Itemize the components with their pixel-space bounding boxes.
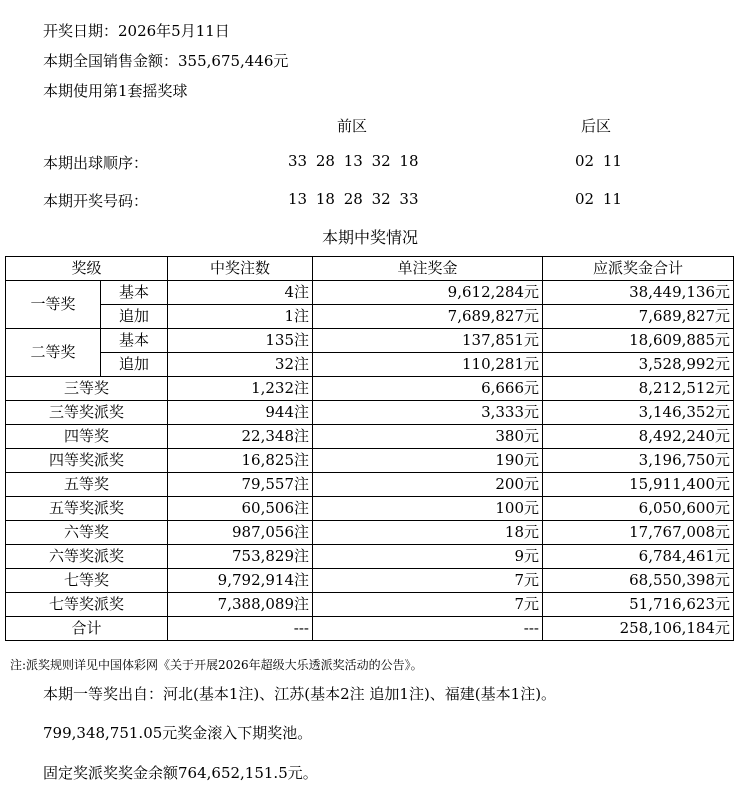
prize-total: 3,196,750元 [543,449,734,473]
table-title: 本期中奖情况 [321,228,418,247]
prize-count: 753,829注 [168,545,313,569]
prize-name: 二等奖 [6,329,101,377]
col-header-each: 单注奖金 [313,257,543,281]
prize-count: 987,056注 [168,521,313,545]
prize-count: 16,825注 [168,449,313,473]
prize-subtype: 追加 [101,305,168,329]
prize-table [5,256,734,641]
prize-each: 7,689,827元 [313,305,543,329]
prize-name: 六等奖 [6,521,168,545]
prize-total: 3,146,352元 [543,401,734,425]
prize-count: 135注 [168,329,313,353]
prize-subtype: 追加 [101,353,168,377]
draw-order-front: 33 28 13 32 18 [288,152,419,170]
prize-total: 18,609,885元 [543,329,734,353]
prize-each: 9,612,284元 [313,281,543,305]
draw-numbers-back: 02 11 [575,190,622,208]
prize-subtype: 基本 [101,281,168,305]
prize-count: 1注 [168,305,313,329]
draw-numbers-front: 13 18 28 32 33 [288,190,419,208]
prize-each: 7元 [313,569,543,593]
table-row [6,353,734,377]
table-row [6,569,734,593]
first-prize-origin: 本期一等奖出自：河北(基本1注)、江苏(基本2注 追加1注)、福建(基本1注)。 [43,685,557,703]
table-row [6,521,734,545]
prize-total: 38,449,136元 [543,281,734,305]
sales-amount: 本期全国销售金额：355,675,446元 [43,52,289,70]
sum-count: --- [168,617,313,641]
prize-count: 944注 [168,401,313,425]
draw-order-label: 本期出球顺序： [43,154,149,172]
fixed-pool-balance: 固定奖派奖奖金余额764,652,151.5元。 [43,764,318,782]
prize-name: 七等奖派奖 [6,593,168,617]
table-row [6,377,734,401]
table-row [6,329,734,353]
prize-name: 三等奖 [6,377,168,401]
prize-count: 7,388,089注 [168,593,313,617]
prize-name: 四等奖 [6,425,168,449]
prize-total: 6,784,461元 [543,545,734,569]
sum-total: 258,106,184元 [543,617,734,641]
table-row [6,449,734,473]
prize-count: 60,506注 [168,497,313,521]
table-row [6,425,734,449]
prize-each: 110,281元 [313,353,543,377]
prize-total: 7,689,827元 [543,305,734,329]
prize-each: 7元 [313,593,543,617]
prize-count: 79,557注 [168,473,313,497]
prize-count: 32注 [168,353,313,377]
prize-count: 22,348注 [168,425,313,449]
draw-numbers-label: 本期开奖号码： [43,192,149,210]
table-row [6,305,734,329]
prize-total: 6,050,600元 [543,497,734,521]
table-row [6,401,734,425]
prize-total: 8,492,240元 [543,425,734,449]
table-row [6,593,734,617]
prize-name: 四等奖派奖 [6,449,168,473]
prize-name: 五等奖 [6,473,168,497]
prize-each: 137,851元 [313,329,543,353]
front-zone-header: 前区 [337,117,368,135]
prize-name: 三等奖派奖 [6,401,168,425]
prize-total: 51,716,623元 [543,593,734,617]
back-zone-header: 后区 [581,117,612,135]
prize-name: 一等奖 [6,281,101,329]
table-sum-row [6,617,734,641]
sum-label: 合计 [6,617,168,641]
table-row [6,281,734,305]
prize-each: 3,333元 [313,401,543,425]
prize-each: 200元 [313,473,543,497]
prize-total: 15,911,400元 [543,473,734,497]
prize-each: 100元 [313,497,543,521]
table-row [6,545,734,569]
draw-date: 开奖日期：2026年5月11日 [43,22,230,40]
prize-count: 4注 [168,281,313,305]
prize-each: 18元 [313,521,543,545]
col-header-total: 应派奖金合计 [543,257,734,281]
prize-each: 190元 [313,449,543,473]
sum-each: --- [313,617,543,641]
ball-set: 本期使用第1套摇奖球 [43,82,188,100]
prize-count: 9,792,914注 [168,569,313,593]
col-header-count: 中奖注数 [168,257,313,281]
table-row [6,473,734,497]
table-header-row [6,257,734,281]
prize-name: 六等奖派奖 [6,545,168,569]
prize-total: 17,767,008元 [543,521,734,545]
table-row [6,497,734,521]
col-header-level: 奖级 [6,257,168,281]
prize-count: 1,232注 [168,377,313,401]
prize-total: 3,528,992元 [543,353,734,377]
prize-subtype: 基本 [101,329,168,353]
footnote: 注:派奖规则详见中国体彩网《关于开展2026年超级大乐透派奖活动的公告》。 [10,658,423,672]
prize-name: 七等奖 [6,569,168,593]
prize-each: 9元 [313,545,543,569]
prize-each: 380元 [313,425,543,449]
prize-each: 6,666元 [313,377,543,401]
draw-order-back: 02 11 [575,152,622,170]
prize-total: 8,212,512元 [543,377,734,401]
rollover-amount: 799,348,751.05元奖金滚入下期奖池。 [43,724,313,742]
prize-total: 68,550,398元 [543,569,734,593]
prize-name: 五等奖派奖 [6,497,168,521]
